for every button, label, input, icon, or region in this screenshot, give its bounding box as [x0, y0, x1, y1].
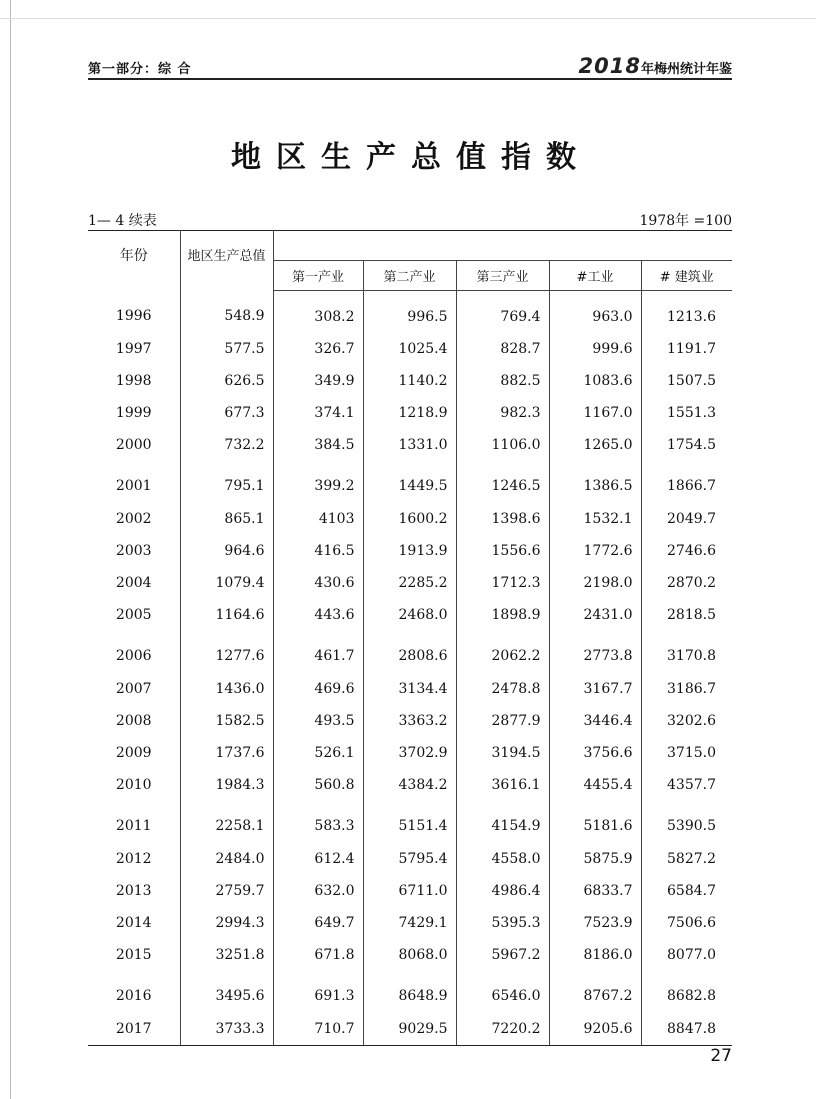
primary-cell: 374.1	[273, 397, 363, 429]
industry-cell: 2431.0	[549, 599, 641, 631]
primary-cell: 443.6	[273, 599, 363, 631]
year-cell: 2013	[88, 875, 180, 907]
tertiary-cell: 6546.0	[456, 971, 549, 1013]
secondary-cell: 5151.4	[363, 801, 456, 843]
year-cell: 2012	[88, 843, 180, 875]
table-row	[88, 461, 732, 503]
primary-cell: 416.5	[273, 535, 363, 567]
construction-cell: 1213.6	[667, 308, 716, 325]
year-cell: 2008	[88, 705, 180, 737]
tertiary-cell: 1556.6	[456, 535, 549, 567]
gdp-cell: 1079.4	[180, 567, 273, 599]
year-cell: 2017	[88, 1013, 180, 1046]
construction-cell: 2870.2	[667, 574, 716, 591]
primary-cell: 710.7	[273, 1013, 363, 1046]
tertiary-cell: 882.5	[456, 365, 549, 397]
header-rule	[88, 78, 732, 80]
tertiary-cell: 2478.8	[456, 673, 549, 705]
industry-cell: 963.0	[549, 290, 641, 333]
table-row	[88, 397, 732, 429]
column-header-spacer	[273, 231, 732, 261]
secondary-cell: 3702.9	[363, 737, 456, 769]
construction-cell: 3170.8	[667, 647, 716, 664]
table-row	[88, 875, 732, 907]
primary-cell: 326.7	[273, 333, 363, 365]
gdp-cell: 2994.3	[180, 907, 273, 939]
base-year-note: 1978年 =100	[639, 213, 732, 229]
year-cell: 2010	[88, 769, 180, 801]
column-header-year: 年份	[88, 231, 180, 291]
secondary-cell: 9029.5	[363, 1013, 456, 1046]
industry-cell: 1772.6	[549, 535, 641, 567]
secondary-cell: 4384.2	[363, 769, 456, 801]
industry-cell: 5181.6	[549, 801, 641, 843]
gdp-index-table	[88, 230, 732, 1046]
primary-cell: 671.8	[273, 939, 363, 971]
tertiary-cell: 982.3	[456, 397, 549, 429]
tertiary-cell: 5967.2	[456, 939, 549, 971]
primary-cell: 384.5	[273, 429, 363, 461]
primary-cell: 430.6	[273, 567, 363, 599]
gdp-cell: 1737.6	[180, 737, 273, 769]
primary-cell: 469.6	[273, 673, 363, 705]
secondary-cell: 1025.4	[363, 333, 456, 365]
secondary-cell: 1449.5	[363, 461, 456, 503]
industry-cell: 4455.4	[549, 769, 641, 801]
tertiary-cell: 2877.9	[456, 705, 549, 737]
construction-cell: 6584.7	[667, 882, 716, 899]
gdp-cell: 1164.6	[180, 599, 273, 631]
construction-cell: 1507.5	[667, 372, 716, 389]
table-row	[88, 1013, 732, 1046]
secondary-cell: 1913.9	[363, 535, 456, 567]
secondary-cell: 7429.1	[363, 907, 456, 939]
industry-cell: 3756.6	[549, 737, 641, 769]
table-row	[88, 705, 732, 737]
year-cell: 2011	[88, 801, 180, 843]
secondary-cell: 8648.9	[363, 971, 456, 1013]
tertiary-cell: 7220.2	[456, 1013, 549, 1046]
primary-cell: 308.2	[273, 290, 363, 333]
gdp-cell: 2258.1	[180, 801, 273, 843]
primary-cell: 649.7	[273, 907, 363, 939]
table-row	[88, 290, 732, 333]
table-body	[88, 290, 732, 1045]
table-row	[88, 971, 732, 1013]
year-cell: 1996	[88, 290, 180, 333]
construction-cell: 3715.0	[667, 744, 716, 761]
column-header-construction: # 建筑业	[641, 260, 732, 290]
gdp-cell: 626.5	[180, 365, 273, 397]
gdp-cell: 3495.6	[180, 971, 273, 1013]
industry-cell: 9205.6	[549, 1013, 641, 1046]
tertiary-cell: 1898.9	[456, 599, 549, 631]
year-cell: 1999	[88, 397, 180, 429]
table-row	[88, 907, 732, 939]
industry-cell: 8186.0	[549, 939, 641, 971]
year-cell: 2001	[88, 461, 180, 503]
gdp-cell: 732.2	[180, 429, 273, 461]
industry-cell: 1265.0	[549, 429, 641, 461]
industry-cell: 1167.0	[549, 397, 641, 429]
primary-cell: 493.5	[273, 705, 363, 737]
gdp-cell: 3251.8	[180, 939, 273, 971]
construction-cell: 2818.5	[667, 606, 716, 623]
construction-cell: 7506.6	[667, 914, 716, 931]
construction-cell: 8847.8	[641, 1013, 732, 1046]
tertiary-cell: 1246.5	[456, 461, 549, 503]
section-label: 第一部分：综 合	[88, 62, 192, 77]
yearbook-title	[579, 54, 732, 78]
industry-cell: 2198.0	[549, 567, 641, 599]
table-row	[88, 535, 732, 567]
primary-cell: 4103	[273, 503, 363, 535]
gdp-cell: 577.5	[180, 333, 273, 365]
column-header-industry: #工业	[549, 260, 641, 290]
gdp-cell: 795.1	[180, 461, 273, 503]
secondary-cell: 8068.0	[363, 939, 456, 971]
industry-cell: 3446.4	[549, 705, 641, 737]
industry-cell: 8767.2	[549, 971, 641, 1013]
column-header-tertiary: 第三产业	[456, 260, 549, 290]
table-caption-line	[88, 210, 732, 228]
primary-cell: 399.2	[273, 461, 363, 503]
gdp-cell: 677.3	[180, 397, 273, 429]
secondary-cell: 2285.2	[363, 567, 456, 599]
year-cell: 2006	[88, 631, 180, 673]
table-row	[88, 599, 732, 631]
tertiary-cell: 1398.6	[456, 503, 549, 535]
page-title: 地区生产总值指数	[231, 140, 591, 175]
secondary-cell: 2808.6	[363, 631, 456, 673]
gdp-cell: 1277.6	[180, 631, 273, 673]
construction-cell: 3202.6	[667, 712, 716, 729]
primary-cell: 349.9	[273, 365, 363, 397]
table-row	[88, 939, 732, 971]
industry-cell: 1386.5	[549, 461, 641, 503]
tertiary-cell: 3194.5	[456, 737, 549, 769]
primary-cell: 612.4	[273, 843, 363, 875]
gdp-cell: 3733.3	[180, 1013, 273, 1046]
tertiary-cell: 769.4	[456, 290, 549, 333]
secondary-cell: 1600.2	[363, 503, 456, 535]
yearbook-name: 年梅州统计年鉴	[640, 62, 732, 77]
industry-cell: 2773.8	[549, 631, 641, 673]
construction-cell: 5827.2	[667, 850, 716, 867]
primary-cell: 583.3	[273, 801, 363, 843]
construction-cell: 8682.8	[667, 987, 716, 1004]
construction-cell: 1754.5	[667, 436, 716, 453]
table-row	[88, 365, 732, 397]
industry-cell: 1532.1	[549, 503, 641, 535]
tertiary-cell: 828.7	[456, 333, 549, 365]
construction-cell: 4357.7	[667, 776, 716, 793]
year-cell: 2005	[88, 599, 180, 631]
year-cell: 2004	[88, 567, 180, 599]
tertiary-cell: 5395.3	[456, 907, 549, 939]
year-cell: 2002	[88, 503, 180, 535]
year-cell: 2015	[88, 939, 180, 971]
construction-cell: 1866.7	[667, 477, 716, 494]
gdp-cell: 548.9	[180, 290, 273, 333]
industry-cell: 999.6	[549, 333, 641, 365]
year-cell: 2007	[88, 673, 180, 705]
secondary-cell: 3134.4	[363, 673, 456, 705]
gdp-cell: 1582.5	[180, 705, 273, 737]
gdp-cell: 2484.0	[180, 843, 273, 875]
gdp-cell: 1436.0	[180, 673, 273, 705]
industry-cell: 7523.9	[549, 907, 641, 939]
construction-cell: 5390.5	[667, 817, 716, 834]
construction-cell: 1551.3	[667, 404, 716, 421]
tertiary-cell: 3616.1	[456, 769, 549, 801]
tertiary-cell: 4154.9	[456, 801, 549, 843]
column-header-primary: 第一产业	[273, 260, 363, 290]
tertiary-cell: 1106.0	[456, 429, 549, 461]
tertiary-cell: 2062.2	[456, 631, 549, 673]
secondary-cell: 1218.9	[363, 397, 456, 429]
year-cell: 2003	[88, 535, 180, 567]
column-header-gdp: 地区生产总值	[180, 231, 273, 291]
tertiary-cell: 1712.3	[456, 567, 549, 599]
industry-cell: 5875.9	[549, 843, 641, 875]
crop-mark-horizontal	[0, 18, 816, 19]
primary-cell: 560.8	[273, 769, 363, 801]
table-row	[88, 673, 732, 705]
construction-cell: 2746.6	[667, 542, 716, 559]
primary-cell: 461.7	[273, 631, 363, 673]
data-table	[88, 230, 732, 1046]
secondary-cell: 996.5	[363, 290, 456, 333]
year-cell: 2009	[88, 737, 180, 769]
year-cell: 1998	[88, 365, 180, 397]
primary-cell: 526.1	[273, 737, 363, 769]
running-header	[88, 56, 732, 78]
gdp-cell: 1984.3	[180, 769, 273, 801]
table-row	[88, 769, 732, 801]
gdp-cell: 2759.7	[180, 875, 273, 907]
industry-cell: 6833.7	[549, 875, 641, 907]
yearbook-year: 2018	[578, 54, 641, 78]
year-cell: 1997	[88, 333, 180, 365]
table-row	[88, 737, 732, 769]
table-row	[88, 631, 732, 673]
tertiary-cell: 4558.0	[456, 843, 549, 875]
page-number: 27	[710, 1046, 732, 1066]
table-row	[88, 333, 732, 365]
primary-cell: 632.0	[273, 875, 363, 907]
gdp-cell: 964.6	[180, 535, 273, 567]
table-row	[88, 801, 732, 843]
industry-cell: 3167.7	[549, 673, 641, 705]
secondary-cell: 5795.4	[363, 843, 456, 875]
table-row	[88, 429, 732, 461]
secondary-cell: 6711.0	[363, 875, 456, 907]
construction-cell: 1191.7	[667, 340, 716, 357]
secondary-cell: 2468.0	[363, 599, 456, 631]
table-row	[88, 843, 732, 875]
secondary-cell: 1140.2	[363, 365, 456, 397]
table-row	[88, 567, 732, 599]
tertiary-cell: 4986.4	[456, 875, 549, 907]
column-header-secondary: 第二产业	[363, 260, 456, 290]
secondary-cell: 1331.0	[363, 429, 456, 461]
year-cell: 2014	[88, 907, 180, 939]
primary-cell: 691.3	[273, 971, 363, 1013]
year-cell: 2000	[88, 429, 180, 461]
table-number: 1— 4 续表	[88, 213, 157, 229]
industry-cell: 1083.6	[549, 365, 641, 397]
gdp-cell: 865.1	[180, 503, 273, 535]
table-row	[88, 503, 732, 535]
year-cell: 2016	[88, 971, 180, 1013]
secondary-cell: 3363.2	[363, 705, 456, 737]
construction-cell: 3186.7	[667, 680, 716, 697]
construction-cell: 8077.0	[667, 946, 716, 963]
construction-cell: 2049.7	[667, 510, 716, 527]
